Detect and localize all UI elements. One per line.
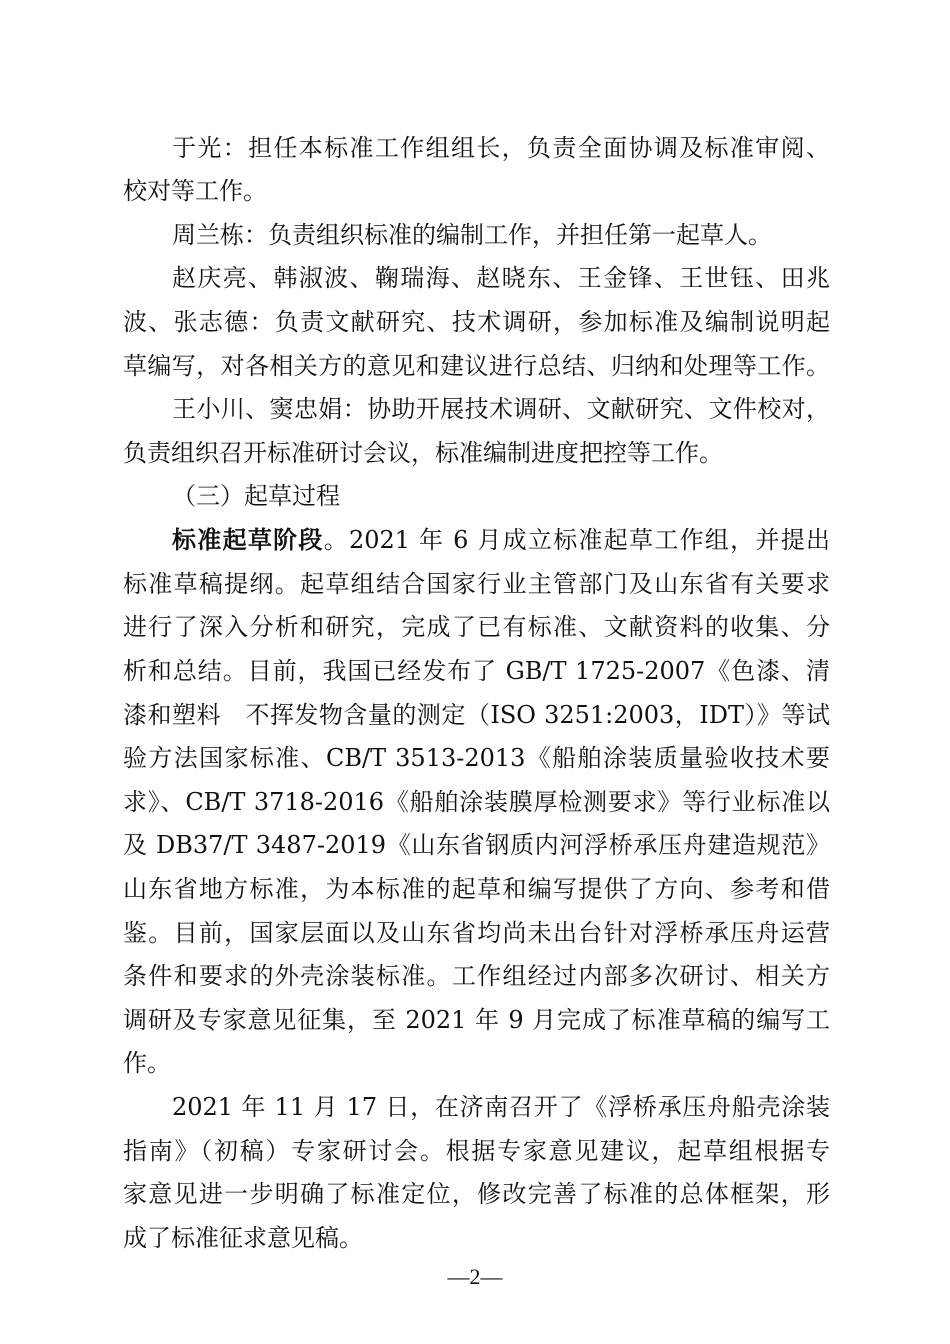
bold-lead-text: 标准起草阶段 [172, 525, 324, 554]
paragraph-5-line-8: 及 DB37/T 3487-2019《山东省钢质内河浮桥承压舟建造规范》 [123, 831, 830, 859]
paragraph-3-line-1: 赵庆亮、韩淑波、鞠瑞海、赵晓东、王金锋、王世钰、田兆 [172, 264, 830, 292]
paragraph-4-line-2: 负责组织召开标准研讨会议，标准编制进度把控等工作。 [123, 439, 723, 467]
paragraph-6-line-2: 指南》（初稿）专家研讨会。根据专家意见建议，起草组根据专 [123, 1137, 830, 1165]
paragraph-6-line-1: 2021 年 11 月 17 日，在济南召开了《浮桥承压舟船壳涂装 [172, 1093, 830, 1121]
paragraph-3-line-3: 草编写，对各相关方的意见和建议进行总结、归纳和处理等工作。 [123, 352, 830, 380]
paragraph-5-line-7: 求》、CB/T 3718-2016《船舶涂装膜厚检测要求》等行业标准以 [123, 788, 830, 816]
page-number: —2— [447, 1264, 503, 1289]
paragraph-5-line-6: 验方法国家标准、CB/T 3513-2013《船舶涂装质量验收技术要 [123, 744, 830, 772]
paragraph-2-line-1: 周兰栋：负责组织标准的编制工作，并担任第一起草人。 [172, 221, 772, 249]
paragraph-5-line-13: 作。 [123, 1049, 171, 1077]
paragraph-5-line-4: 析和总结。目前，我国已经发布了 GB/T 1725-2007《色漆、清 [123, 657, 830, 685]
paragraph-5-line-9: 山东省地方标准，为本标准的起草和编写提供了方向、参考和借 [123, 875, 830, 903]
paragraph-5-line-1 [172, 520, 830, 560]
paragraph-4-line-1: 王小川、窦忠娟：协助开展技术调研、文献研究、文件校对， [172, 395, 830, 423]
paragraph-3-line-2: 波、张志德：负责文献研究、技术调研，参加标准及编制说明起 [123, 308, 830, 336]
paragraph-1-line-2: 校对等工作。 [123, 177, 267, 205]
paragraph-5-line-5: 漆和塑料 不挥发物含量的测定（ISO 3251:2003，IDT）》等试 [123, 701, 830, 729]
paragraph-5-line-2: 标准草稿提纲。起草组结合国家行业主管部门及山东省有关要求 [123, 570, 830, 598]
section-heading: （三）起草过程 [172, 482, 340, 510]
paragraph-5-line-11: 条件和要求的外壳涂装标准。工作组经过内部多次研讨、相关方 [123, 962, 830, 990]
paragraph-6-line-4: 成了标准征求意见稿。 [123, 1224, 363, 1252]
paragraph-5-line-3: 进行了深入分析和研究，完成了已有标准、文献资料的收集、分 [123, 613, 830, 641]
paragraph-1-line-1: 于光：担任本标准工作组组长，负责全面协调及标准审阅、 [172, 134, 830, 162]
paragraph-5-line-10: 鉴。目前，国家层面以及山东省均尚未出台针对浮桥承压舟运营 [123, 919, 830, 947]
paragraph-5-line-12: 调研及专家意见征集，至 2021 年 9 月完成了标准草稿的编写工 [123, 1006, 830, 1034]
paragraph-5-line-1-text: 。2021 年 6 月成立标准起草工作组，并提出 [323, 526, 831, 554]
paragraph-6-line-3: 家意见进一步明确了标准定位，修改完善了标准的总体框架，形 [123, 1180, 830, 1208]
